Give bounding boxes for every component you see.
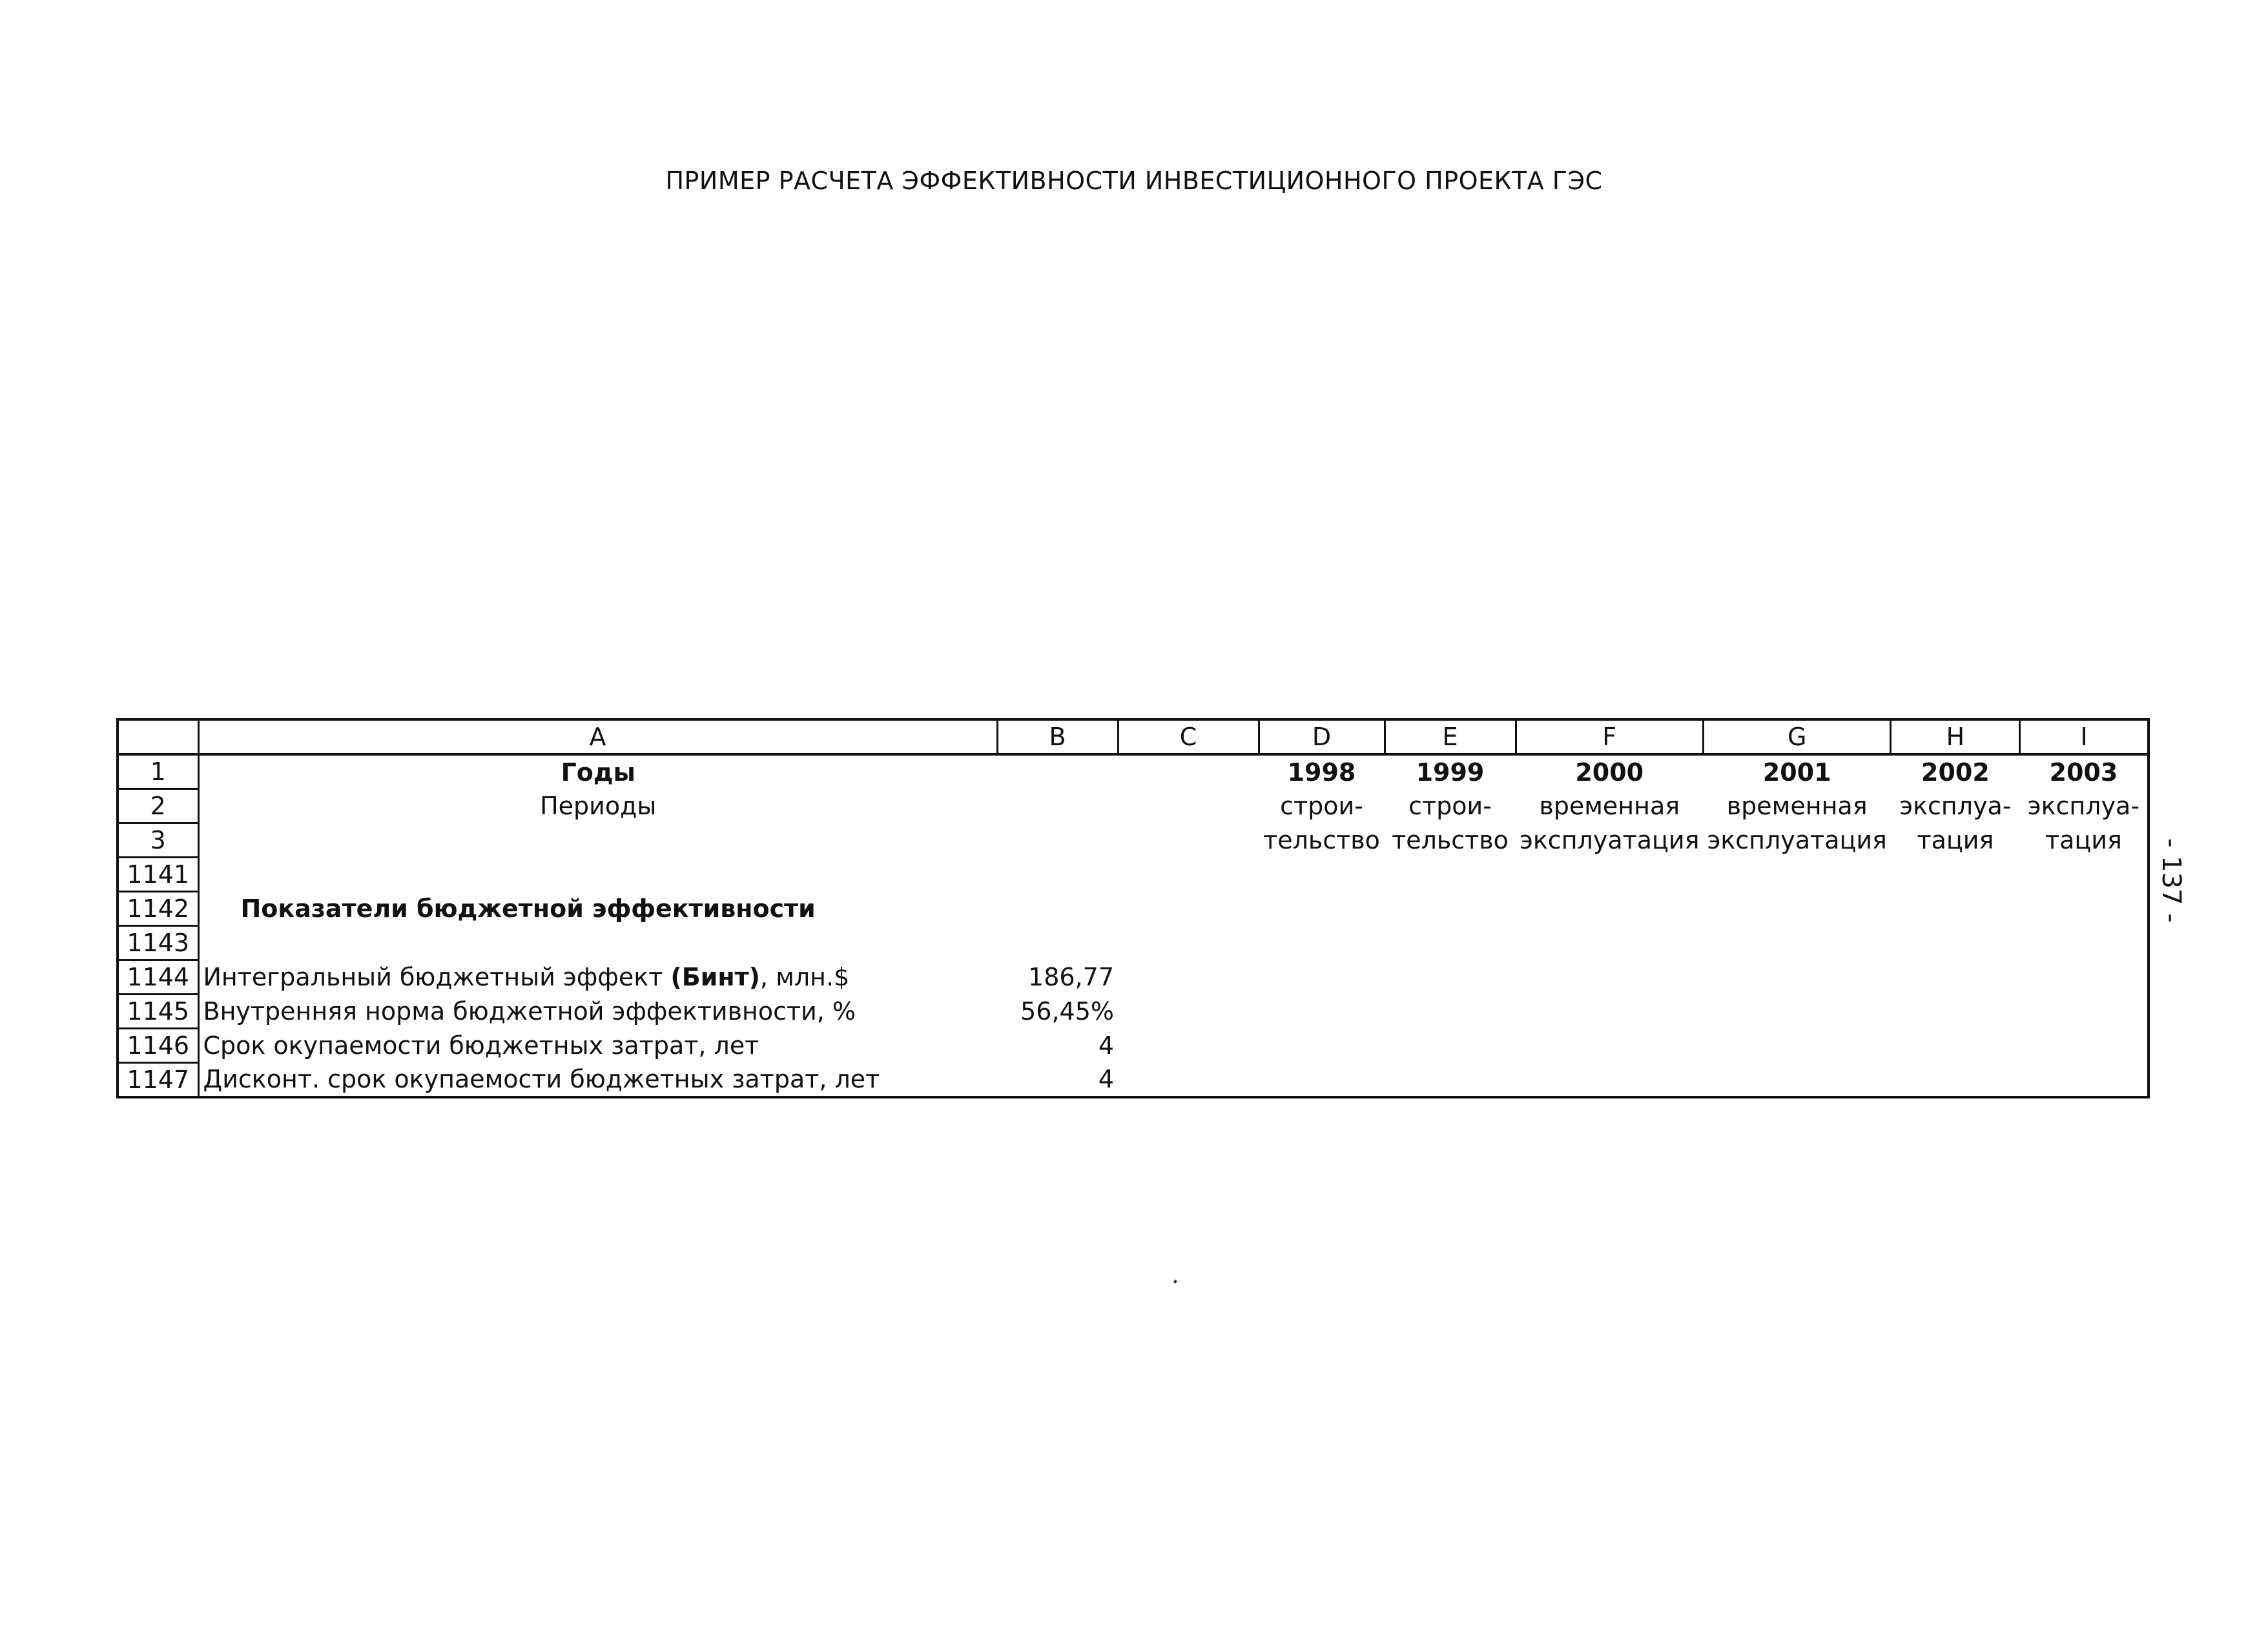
cell[interactable] bbox=[997, 789, 1118, 823]
cell[interactable] bbox=[2020, 960, 2149, 995]
period-cell[interactable]: тельство bbox=[1263, 826, 1380, 854]
cell[interactable] bbox=[2020, 858, 2149, 892]
cell[interactable] bbox=[1516, 1063, 1703, 1098]
cell[interactable] bbox=[1703, 960, 1890, 995]
years-label-cell[interactable]: Годы bbox=[561, 758, 635, 787]
period-cell[interactable]: временная bbox=[1726, 792, 1868, 820]
cell[interactable] bbox=[997, 823, 1118, 858]
corner-cell[interactable] bbox=[118, 719, 198, 754]
cell[interactable] bbox=[1118, 754, 1259, 789]
cell[interactable] bbox=[1516, 995, 1703, 1029]
period-cell[interactable]: тельство bbox=[1392, 826, 1509, 854]
indicator-label-post: , млн.$ bbox=[760, 963, 850, 991]
spreadsheet-table bbox=[116, 718, 2150, 1098]
indicator-value-cell[interactable]: 4 bbox=[1098, 1065, 1114, 1094]
cell[interactable] bbox=[1259, 1063, 1385, 1098]
column-header-f[interactable]: F bbox=[1516, 719, 1703, 754]
column-header-b[interactable]: B bbox=[997, 719, 1118, 754]
periods-label-cell[interactable]: Периоды bbox=[540, 792, 657, 820]
cell[interactable] bbox=[1118, 858, 1259, 892]
table-row bbox=[118, 995, 2149, 1029]
cell[interactable] bbox=[997, 926, 1118, 960]
row-number[interactable]: 1143 bbox=[118, 926, 198, 960]
cell[interactable] bbox=[1259, 858, 1385, 892]
year-cell[interactable]: 2000 bbox=[1575, 758, 1644, 787]
cell[interactable] bbox=[1118, 892, 1259, 926]
page-number: - 137 - bbox=[2156, 838, 2186, 923]
cell[interactable] bbox=[997, 754, 1118, 789]
cell[interactable] bbox=[1259, 926, 1385, 960]
row-number[interactable]: 3 bbox=[118, 823, 198, 858]
indicator-label-pre: Интегральный бюджетный эффект bbox=[203, 963, 671, 991]
table-row bbox=[118, 789, 2149, 823]
cell[interactable] bbox=[1891, 926, 2020, 960]
row-number[interactable]: 1145 bbox=[118, 995, 198, 1029]
row-number[interactable]: 1146 bbox=[118, 1029, 198, 1063]
row-number[interactable]: 1 bbox=[118, 754, 198, 789]
cell[interactable] bbox=[1385, 926, 1516, 960]
cell[interactable] bbox=[1259, 1029, 1385, 1063]
cell[interactable] bbox=[997, 892, 1118, 926]
cell[interactable] bbox=[1385, 960, 1516, 995]
row-number[interactable]: 1144 bbox=[118, 960, 198, 995]
column-header-e[interactable]: E bbox=[1385, 719, 1516, 754]
indicator-label-cell[interactable]: Срок окупаемости бюджетных затрат, лет bbox=[203, 1031, 759, 1060]
column-header-i[interactable]: I bbox=[2020, 719, 2149, 754]
cell[interactable] bbox=[1891, 1029, 2020, 1063]
period-cell[interactable]: тация bbox=[2045, 826, 2122, 854]
table-row bbox=[118, 754, 2149, 789]
cell[interactable] bbox=[198, 926, 997, 960]
column-header-row bbox=[118, 719, 2149, 754]
cell[interactable] bbox=[1118, 926, 1259, 960]
year-cell[interactable]: 2003 bbox=[2049, 758, 2118, 787]
indicator-label-cell[interactable] bbox=[198, 960, 997, 995]
cell[interactable] bbox=[1703, 892, 1890, 926]
cell[interactable] bbox=[1385, 1063, 1516, 1098]
cell[interactable] bbox=[2020, 995, 2149, 1029]
cell[interactable] bbox=[1516, 926, 1703, 960]
cell[interactable] bbox=[1891, 960, 2020, 995]
row-number[interactable]: 1141 bbox=[118, 858, 198, 892]
table-row bbox=[118, 960, 2149, 995]
cell[interactable] bbox=[1118, 823, 1259, 858]
table-row bbox=[118, 1063, 2149, 1098]
cell[interactable] bbox=[1891, 892, 2020, 926]
cell[interactable] bbox=[1703, 858, 1890, 892]
table-row bbox=[118, 1029, 2149, 1063]
period-cell[interactable]: строи- bbox=[1408, 792, 1492, 820]
row-number[interactable]: 1142 bbox=[118, 892, 198, 926]
cell[interactable] bbox=[2020, 1063, 2149, 1098]
period-cell[interactable]: эксплуатация bbox=[1707, 826, 1887, 854]
period-cell[interactable]: эксплуа- bbox=[2027, 792, 2140, 820]
year-cell[interactable]: 1999 bbox=[1416, 758, 1485, 787]
cell[interactable] bbox=[198, 823, 997, 858]
cell[interactable] bbox=[1259, 995, 1385, 1029]
year-cell[interactable]: 2001 bbox=[1762, 758, 1831, 787]
row-number[interactable]: 1147 bbox=[118, 1063, 198, 1098]
table-row bbox=[118, 892, 2149, 926]
indicator-value-cell[interactable]: 4 bbox=[1098, 1031, 1114, 1060]
document-title: ПРИМЕР РАСЧЕТА ЭФФЕКТИВНОСТИ ИНВЕСТИЦИОННОГО ПРОЕКТА ГЭС bbox=[665, 167, 1603, 195]
indicator-label-bold: (Бинт) bbox=[670, 963, 761, 991]
scan-speck bbox=[1173, 1279, 1177, 1283]
indicator-value-cell[interactable]: 56,45% bbox=[1020, 997, 1114, 1026]
cell[interactable] bbox=[1259, 892, 1385, 926]
indicator-label-cell[interactable]: Внутренняя норма бюджетной эффективности, % bbox=[203, 997, 856, 1026]
cell[interactable] bbox=[2020, 892, 2149, 926]
row-number[interactable]: 2 bbox=[118, 789, 198, 823]
table-row bbox=[118, 823, 2149, 858]
period-cell[interactable]: эксплуатация bbox=[1520, 826, 1700, 854]
year-cell[interactable]: 1998 bbox=[1287, 758, 1356, 787]
indicator-label-cell[interactable]: Дисконт. срок окупаемости бюджетных затрат, лет bbox=[203, 1065, 880, 1094]
cell[interactable] bbox=[2020, 926, 2149, 960]
cell[interactable] bbox=[997, 858, 1118, 892]
indicator-value-cell[interactable]: 186,77 bbox=[1028, 963, 1114, 991]
column-header-d[interactable]: D bbox=[1259, 719, 1385, 754]
cell[interactable] bbox=[1891, 1063, 2020, 1098]
period-cell[interactable]: тация bbox=[1917, 826, 1994, 854]
cell[interactable] bbox=[1891, 858, 2020, 892]
cell[interactable] bbox=[1118, 995, 1259, 1029]
section-title-cell[interactable]: Показатели бюджетной эффективности bbox=[240, 894, 816, 923]
cell[interactable] bbox=[1385, 858, 1516, 892]
cell[interactable] bbox=[1118, 1029, 1259, 1063]
cell[interactable] bbox=[2020, 1029, 2149, 1063]
period-cell[interactable]: строи- bbox=[1280, 792, 1363, 820]
column-header-h[interactable]: H bbox=[1891, 719, 2020, 754]
cell[interactable] bbox=[1516, 960, 1703, 995]
cell[interactable] bbox=[1703, 926, 1890, 960]
cell[interactable] bbox=[1118, 960, 1259, 995]
cell[interactable] bbox=[1703, 1029, 1890, 1063]
cell[interactable] bbox=[1385, 1029, 1516, 1063]
cell[interactable] bbox=[1118, 1063, 1259, 1098]
period-cell[interactable]: эксплуа- bbox=[1899, 792, 2012, 820]
cell[interactable] bbox=[1891, 995, 2020, 1029]
cell[interactable] bbox=[1516, 892, 1703, 926]
cell[interactable] bbox=[198, 858, 997, 892]
cell[interactable] bbox=[1516, 858, 1703, 892]
table-row bbox=[118, 858, 2149, 892]
year-cell[interactable]: 2002 bbox=[1921, 758, 1990, 787]
cell[interactable] bbox=[1259, 960, 1385, 995]
column-header-a[interactable]: A bbox=[198, 719, 997, 754]
cell[interactable] bbox=[1703, 995, 1890, 1029]
cell[interactable] bbox=[1516, 1029, 1703, 1063]
column-header-g[interactable]: G bbox=[1703, 719, 1890, 754]
column-header-c[interactable]: C bbox=[1118, 719, 1259, 754]
cell[interactable] bbox=[1118, 789, 1259, 823]
cell[interactable] bbox=[1385, 995, 1516, 1029]
cell[interactable] bbox=[1385, 892, 1516, 926]
table-row bbox=[118, 926, 2149, 960]
cell[interactable] bbox=[1703, 1063, 1890, 1098]
period-cell[interactable]: временная bbox=[1539, 792, 1680, 820]
